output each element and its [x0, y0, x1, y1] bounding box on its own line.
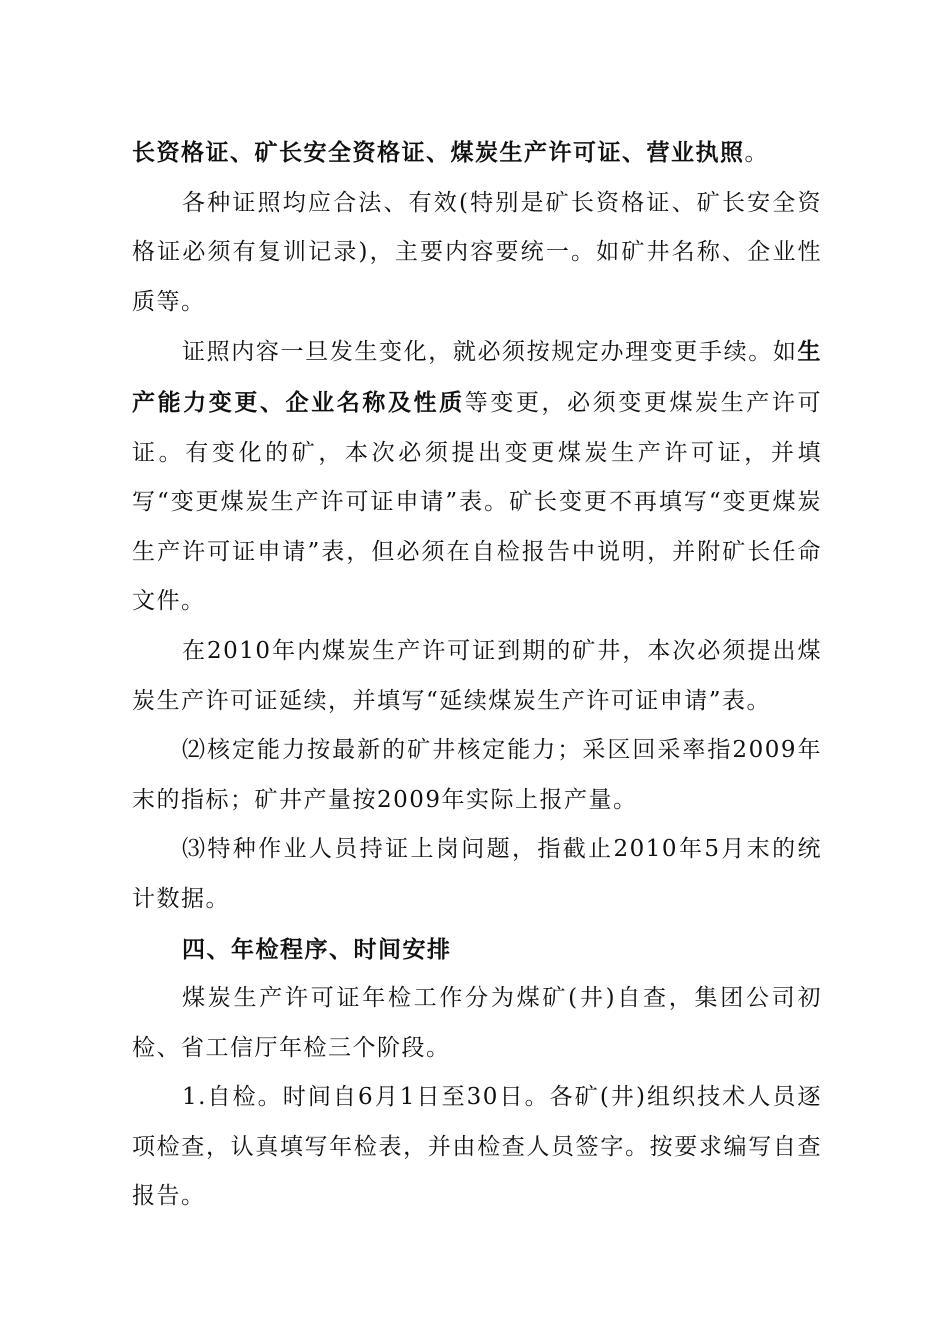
- paragraph-6: [132, 825, 822, 924]
- text: 1.自检。时间自6月1日至30日。各矿(井)组织技术人员逐项检查，认真填写年检表，并由检查人员签字。按要求编写自查报告。: [132, 1084, 822, 1210]
- paragraph-5: [132, 726, 822, 825]
- paragraph-2: [132, 179, 822, 328]
- paragraph-4: [132, 627, 822, 726]
- text: 证照内容一旦发生变化，就必须按规定办理变更手续。如: [182, 339, 798, 366]
- text: 各种证照均应合法、有效(特别是矿长资格证、矿长安全资格证必须有复训记录)，主要内容要统一。如矿井名称、企业性质等。: [132, 189, 822, 315]
- section-heading: [132, 925, 822, 975]
- paragraph-1: [132, 128, 822, 179]
- text: 在2010年内煤炭生产许可证到期的矿井，本次必须提出煤炭生产许可证延续，并填写“延续煤炭生产许可证申请”表。: [132, 637, 822, 714]
- text: 等变更，必须变更煤炭生产许可证。有变化的矿，本次必须提出变更煤炭生产许可证，并填写“变更煤炭生产许可证申请”表。矿长变更不再填写“变更煤炭生产许可证申请”表，但必须在自检报告中说明，并附矿长任命文件。: [132, 389, 823, 615]
- text: 煤炭生产许可证年检工作分为煤矿(井)自查，集团公司初检、省工信厅年检三个阶段。: [132, 985, 822, 1061]
- text-bold: 生产能力变更、企业名称及性质: [132, 338, 822, 416]
- text: 。: [744, 140, 769, 166]
- text-bold: 长资格证、矿长安全资格证、煤炭生产许可证、营业执照: [132, 139, 745, 166]
- heading-text: 四、年检程序、时间安排: [182, 935, 452, 963]
- text: ⑵核定能力按最新的矿井核定能力；采区回采率指2009年末的指标；矿井产量按2009年实际上报产量。: [132, 737, 822, 813]
- text: ⑶特种作业人员持证上岗问题，指截止2010年5月末的统计数据。: [132, 836, 822, 912]
- paragraph-7: [132, 974, 822, 1073]
- paragraph-8: [132, 1073, 822, 1222]
- paragraph-3: [132, 327, 822, 627]
- document-body: [132, 128, 822, 1222]
